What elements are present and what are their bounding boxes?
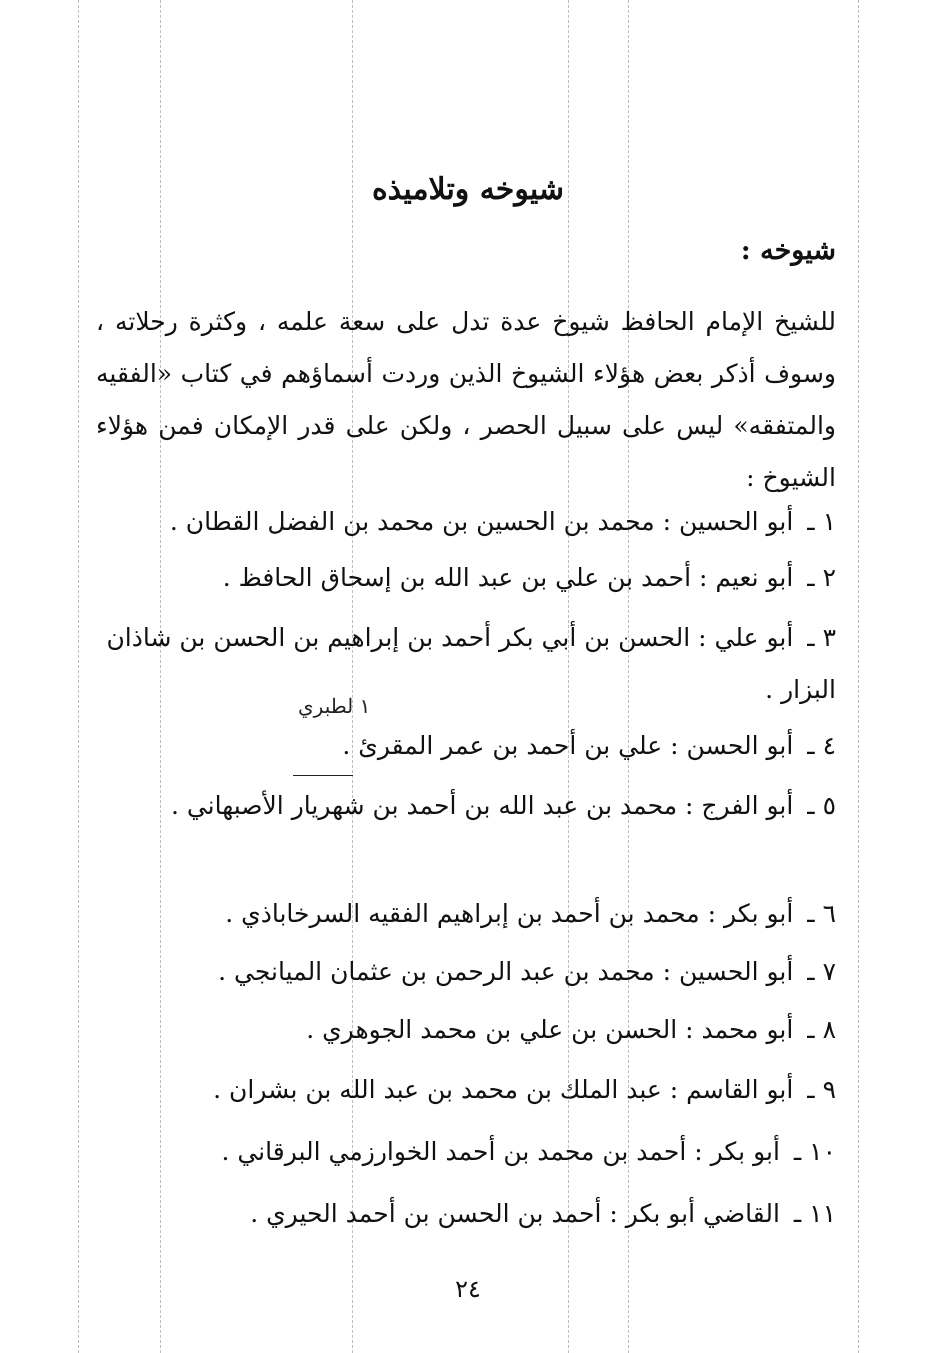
teacher-list-item (96, 1004, 836, 1056)
item-number: ٨ ـ (807, 1015, 836, 1044)
handwritten-note: ١ لطبري (298, 694, 371, 718)
teacher-list-item (96, 888, 836, 940)
chapter-title: شيوخه وتلاميذه (371, 172, 565, 207)
teacher-list-item (96, 552, 836, 604)
item-number: ٦ ـ (807, 899, 836, 928)
teacher-list-item (96, 1126, 836, 1178)
item-number: ٥ ـ (807, 791, 836, 820)
teacher-list-item (96, 612, 836, 716)
item-number: ١٠ ـ (793, 1137, 836, 1166)
item-text: أبو الحسين : محمد بن الحسين بن محمد بن الفضل القطان . (169, 507, 794, 536)
item-text: القاضي أبو بكر : أحمد بن الحسن بن أحمد الحيري . (250, 1199, 780, 1228)
teacher-list-item (96, 496, 836, 548)
item-number: ١١ ـ (793, 1199, 836, 1228)
teacher-list-item (96, 780, 836, 832)
teacher-list-item (96, 1188, 836, 1240)
handwritten-underline (293, 775, 353, 776)
item-number: ٤ ـ (807, 731, 836, 760)
item-number: ٩ ـ (807, 1075, 836, 1104)
teacher-list-item (96, 720, 836, 772)
item-number: ١ ـ (807, 507, 836, 536)
item-number: ٧ ـ (807, 957, 836, 986)
item-text: أبو الفرج : محمد بن عبد الله بن أحمد بن شهريار الأصبهاني . (170, 791, 794, 820)
item-text: أبو الحسين : محمد بن عبد الرحمن بن عثمان الميانجي . (218, 957, 794, 986)
item-text: أبو القاسم : عبد الملك بن محمد بن عبد الله بن بشران . (213, 1075, 794, 1104)
item-text: أبو بكر : محمد بن أحمد بن إبراهيم الفقيه السرخاباذي . (225, 899, 794, 928)
intro-paragraph: للشيخ الإمام الحافظ شيوخ عدة تدل على سعة علمه ، وكثرة رحلاته ، وسوف أذكر بعض هؤلاء الشيوخ الذين وردت أسماؤهم في كتاب «الفقيه والمتفقه» ليس على سبيل الحصر ، ولكن على قدر الإمكان فمن هؤلاء الشيوخ : (96, 307, 836, 492)
teacher-list-item (96, 1064, 836, 1116)
section-heading: شيوخه : (740, 235, 836, 266)
item-text: أبو بكر : أحمد بن محمد بن أحمد الخوارزمي البرقاني . (221, 1137, 780, 1166)
item-text: أبو نعيم : أحمد بن علي بن عبد الله بن إسحاق الحافظ . (222, 563, 794, 592)
item-text: أبو الحسن : علي بن أحمد بن عمر المقرئ . (342, 731, 794, 760)
item-text: أبو علي : الحسن بن أبي بكر أحمد بن إبراهيم بن الحسن بن شاذان البزار . (106, 623, 836, 704)
item-number: ٢ ـ (807, 563, 836, 592)
item-number: ٣ ـ (807, 623, 836, 652)
page-number: ٢٤ (455, 1275, 481, 1303)
item-text: أبو محمد : الحسن بن علي بن محمد الجوهري . (306, 1015, 794, 1044)
teacher-list-item (96, 946, 836, 998)
